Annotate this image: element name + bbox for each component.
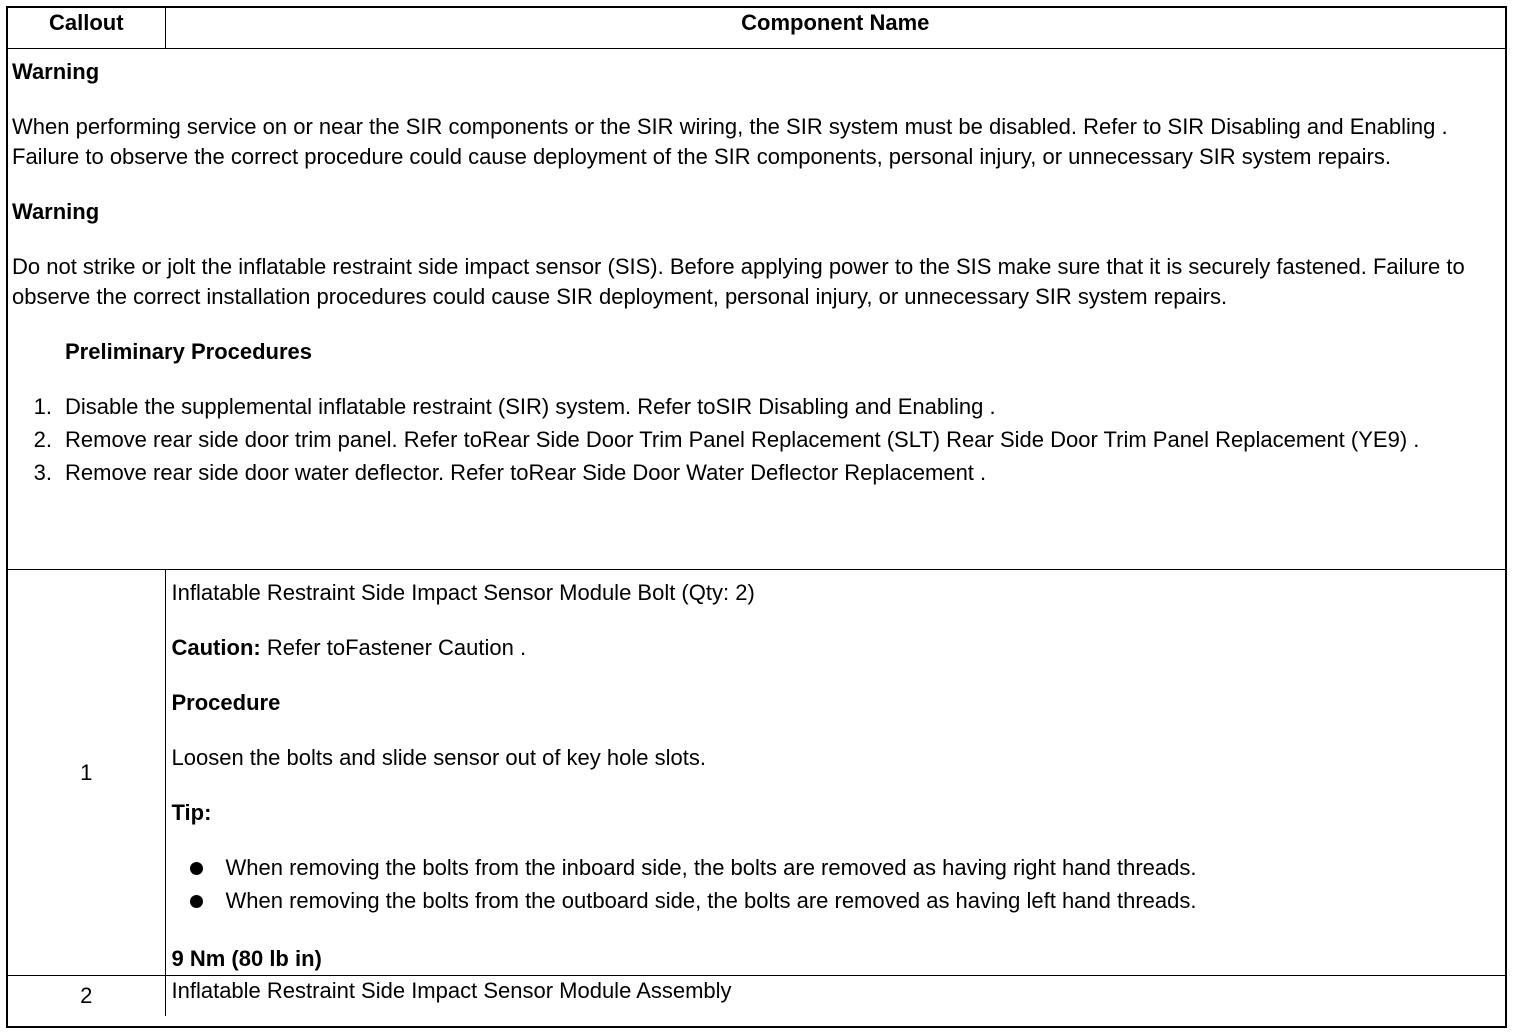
procedure-text: Loosen the bolts and slide sensor out of key hole slots. — [171, 745, 706, 770]
component-name: Inflatable Restraint Side Impact Sensor Module Assembly — [165, 976, 1505, 1017]
bullet-icon — [190, 895, 203, 908]
component-table — [8, 8, 1505, 1016]
tip-label: Tip: — [171, 800, 212, 825]
callout-number: 1 — [8, 570, 165, 976]
tip-text: When removing the bolts from the outboard side, the bolts are removed as having left hand threads. — [225, 888, 1197, 913]
step-text: Remove rear side door trim panel. Refer toRear Side Door Trim Panel Replacement (SLT) Rear Side Door Trim Panel Replacement (YE9) . — [65, 427, 1420, 452]
caution-text: Refer toFastener Caution . — [260, 635, 527, 660]
list-item — [172, 886, 1500, 916]
torque-spec: 9 Nm (80 lb in) — [171, 946, 322, 971]
step-text: Disable the supplemental inflatable restraint (SIR) system. Refer toSIR Disabling and Enabling . — [65, 394, 996, 419]
preliminary-procedures-title: Preliminary Procedures — [65, 339, 313, 364]
warning-1-text: When performing service on or near the SIR components or the SIR wiring, the SIR system must be disabled. Refer to SIR Disabling and Enabling . Failure to observe the correct procedure could cause deployment of the SIR components, personal injury, or unnecessary SIR system repairs. — [12, 114, 1448, 169]
step-number: 2. — [33, 427, 52, 452]
step-number: 1. — [33, 394, 52, 419]
table-row — [8, 570, 1505, 976]
procedure-label: Procedure — [171, 690, 281, 715]
preliminary-steps-list — [12, 392, 1501, 488]
list-item — [172, 853, 1500, 883]
callout-number: 2 — [8, 976, 165, 1017]
warning-1-title: Warning — [12, 59, 100, 84]
list-item — [12, 425, 1501, 455]
step-text: Remove rear side door water deflector. Refer toRear Side Door Water Deflector Replacement . — [65, 460, 987, 485]
notes-row — [8, 49, 1505, 570]
list-item — [12, 392, 1501, 422]
component-cell — [165, 570, 1505, 976]
warning-2-text: Do not strike or jolt the inflatable restraint side impact sensor (SIS). Before applying power to the SIS make sure that it is securely fastened. Failure to observe the correct installation procedures could cause SIR deployment, personal injury, or unnecessary SIR system repairs. — [12, 254, 1465, 309]
tips-list — [172, 853, 1500, 916]
service-procedure-sheet — [6, 6, 1507, 1028]
component-name: Inflatable Restraint Side Impact Sensor Module Bolt (Qty: 2) — [171, 580, 755, 605]
caution-label: Caution: — [171, 635, 261, 660]
caution-line — [172, 633, 1500, 663]
tip-text: When removing the bolts from the inboard side, the bolts are removed as having right hand threads. — [225, 855, 1197, 880]
bullet-icon — [190, 862, 203, 875]
table-header-row — [8, 8, 1505, 49]
step-number: 3. — [33, 460, 52, 485]
warning-2-title: Warning — [12, 199, 100, 224]
callout-column-header: Callout — [8, 8, 165, 49]
table-row — [8, 976, 1505, 1017]
notes-cell — [8, 49, 1505, 570]
component-name-column-header: Component Name — [165, 8, 1505, 49]
list-item — [12, 458, 1501, 488]
